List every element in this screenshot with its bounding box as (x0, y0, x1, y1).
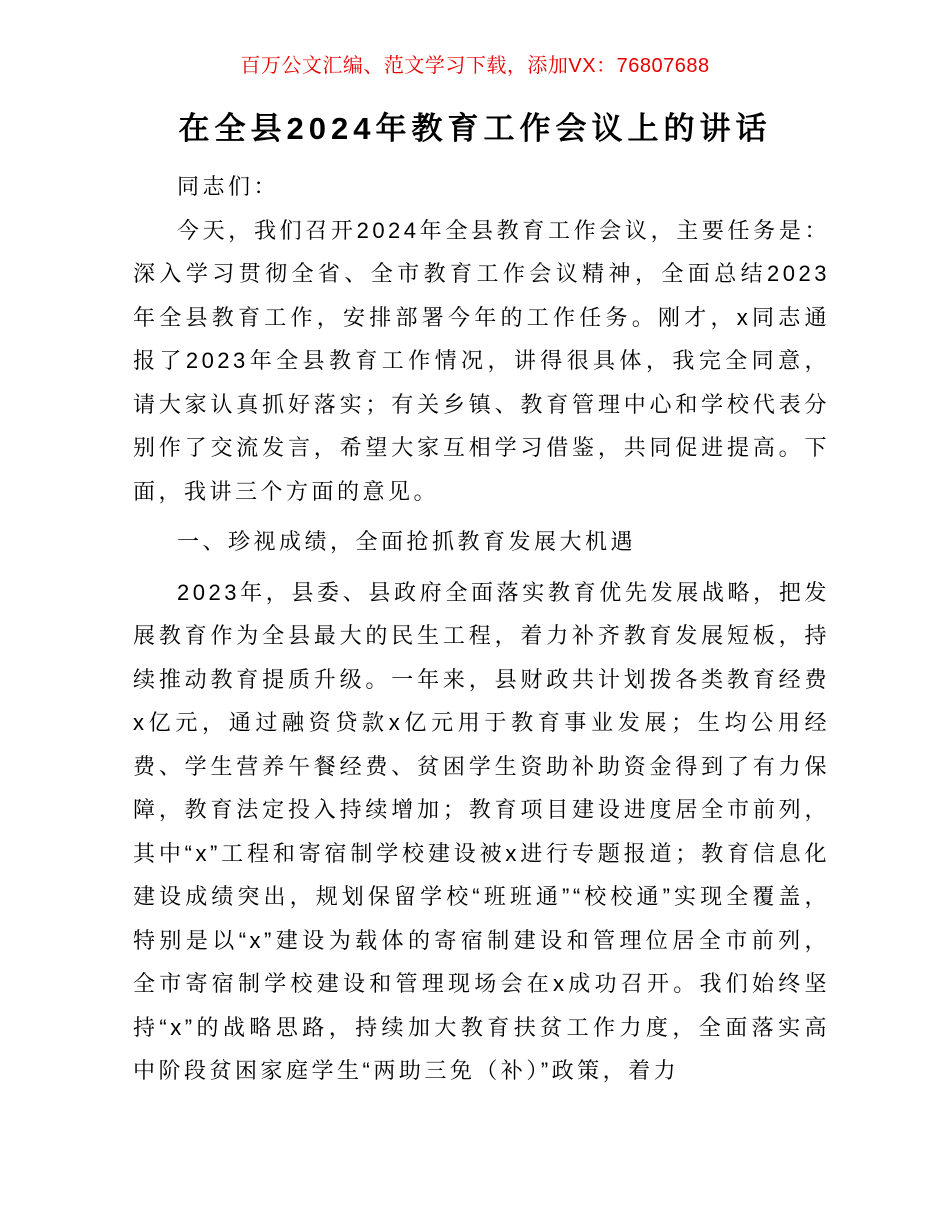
paragraph-section-1: 2023年，县委、县政府全面落实教育优先发展战略，把发展教育作为全县最大的民生工程，着力补齐教育发展短板，持续推动教育提质升级。一年来，县财政共计划拨各类教育经费x亿元，通过融资贷款x亿元用于教育事业发展；生均公用经费、学生营养午餐经费、贫困学生资助补助资金得到了有力保障，教育法定投入持续增加；教育项目建设进度居全市前列，其中“x”工程和寄宿制学校建设被x进行专题报道；教育信息化建设成绩突出，规划保留学校“班班通”“校校通”实现全覆盖，特别是以“x”建设为载体的寄宿制建设和管理位居全市前列，全市寄宿制学校建设和管理现场会在x成功召开。我们始终坚持“x”的战略思路，持续加大教育扶贫工作力度，全面落实高中阶段贫困家庭学生“两助三免（补）”政策，着力 (133, 579, 830, 1083)
header-notice: 百万公文汇编、范文学习下载，添加VX：76807688 (240, 55, 710, 77)
paragraph-salutation: 同志们： (177, 174, 280, 199)
section-heading-1: 一、珍视成绩，全面抢抓教育发展大机遇 (177, 529, 637, 554)
document-title: 在全县2024年教育工作会议上的讲话 (178, 111, 772, 146)
paragraph-intro: 今天，我们召开2024年全县教育工作会议，主要任务是：深入学习贯彻全省、全市教育工作会议精神，全面总结2023年全县教育工作，安排部署今年的工作任务。刚才，x同志通报了2023年全县教育工作情况，讲得很具体，我完全同意，请大家认真抓好落实；有关乡镇、教育管理中心和学校代表分别作了交流发言，希望大家互相学习借鉴，共同促进提高。下面，我讲三个方面的意见。 (133, 217, 830, 504)
document-body (133, 165, 830, 1093)
